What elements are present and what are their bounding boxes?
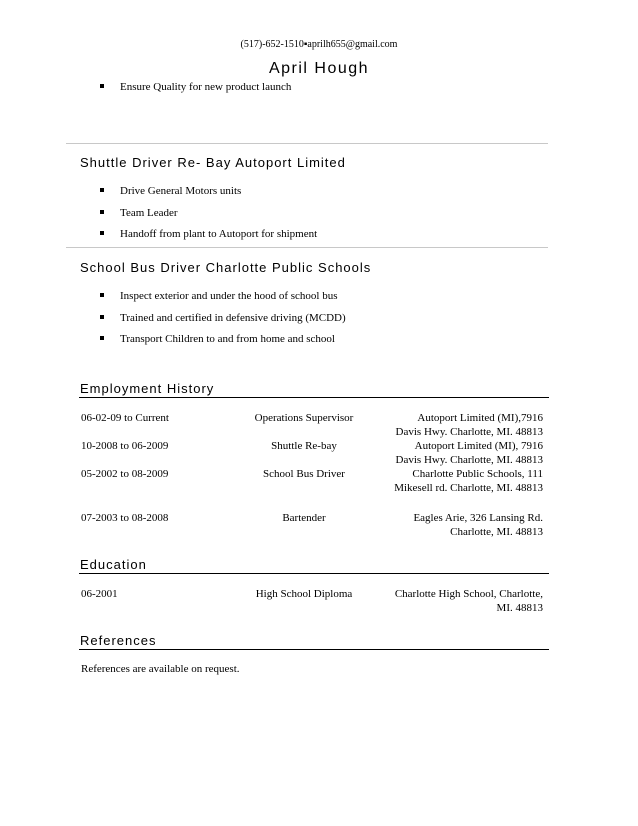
list-item: Ensure Quality for new product launch bbox=[100, 80, 291, 102]
employment-title: Shuttle Re-bay bbox=[271, 440, 337, 452]
list-item: Team Leader bbox=[100, 206, 317, 228]
references-heading: References bbox=[80, 633, 157, 648]
bullet-square-icon bbox=[100, 293, 104, 297]
bullet-square-icon bbox=[100, 231, 104, 235]
employment-title: School Bus Driver bbox=[263, 468, 345, 480]
list-item: Handoff from plant to Autoport for shipment bbox=[100, 227, 317, 249]
employment-place: Autoport Limited (MI),7916 Davis Hwy. Charlotte, MI. 48813 bbox=[395, 412, 543, 438]
bullet-square-icon bbox=[100, 210, 104, 214]
employment-heading: Employment History bbox=[80, 381, 215, 396]
job-bullets-school-bus bbox=[100, 289, 346, 354]
list-item: Inspect exterior and under the hood of school bus bbox=[100, 289, 346, 311]
job-bullets-shuttle bbox=[100, 184, 317, 249]
job-title-shuttle: Shuttle Driver Re- Bay Autoport Limited bbox=[80, 155, 346, 170]
education-title: High School Diploma bbox=[255, 588, 353, 600]
bullet-square-icon bbox=[100, 336, 104, 340]
employment-rule bbox=[79, 397, 549, 398]
top-bullet-list bbox=[100, 80, 291, 102]
employment-dates: 07-2003 to 08-2008 bbox=[81, 512, 169, 524]
section-divider bbox=[66, 143, 548, 144]
contact-line: (517)-652-1510▪aprilh655@gmail.com bbox=[240, 39, 398, 50]
employment-dates: 10-2008 to 06-2009 bbox=[81, 440, 169, 452]
bullet-square-icon bbox=[100, 188, 104, 192]
employment-place: Charlotte Public Schools, 111 Mikesell rd. Charlotte, MI. 48813 bbox=[394, 468, 543, 494]
bullet-square-icon bbox=[100, 315, 104, 319]
list-item: Transport Children to and from home and school bbox=[100, 332, 346, 354]
employment-title: Bartender bbox=[282, 512, 326, 524]
employment-place: Eagles Arie, 326 Lansing Rd. Charlotte, MI. 48813 bbox=[413, 512, 543, 538]
education-dates: 06-2001 bbox=[81, 588, 118, 600]
section-divider bbox=[66, 247, 548, 248]
references-rule bbox=[79, 649, 549, 650]
employment-place: Autoport Limited (MI), 7916 Davis Hwy. Charlotte, MI. 48813 bbox=[395, 440, 543, 466]
references-text: References are available on request. bbox=[81, 663, 240, 675]
list-item: Trained and certified in defensive driving (MCDD) bbox=[100, 311, 346, 333]
list-item: Drive General Motors units bbox=[100, 184, 317, 206]
education-place: Charlotte High School, Charlotte, MI. 48813 bbox=[394, 588, 543, 614]
job-title-school-bus: School Bus Driver Charlotte Public Schools bbox=[80, 260, 372, 275]
employment-dates: 05-2002 to 08-2009 bbox=[81, 468, 169, 480]
candidate-name: April Hough bbox=[268, 60, 370, 77]
employment-dates: 06-02-09 to Current bbox=[81, 412, 169, 424]
employment-title: Operations Supervisor bbox=[254, 412, 354, 424]
bullet-square-icon bbox=[100, 84, 104, 88]
education-rule bbox=[79, 573, 549, 574]
education-heading: Education bbox=[80, 557, 147, 572]
